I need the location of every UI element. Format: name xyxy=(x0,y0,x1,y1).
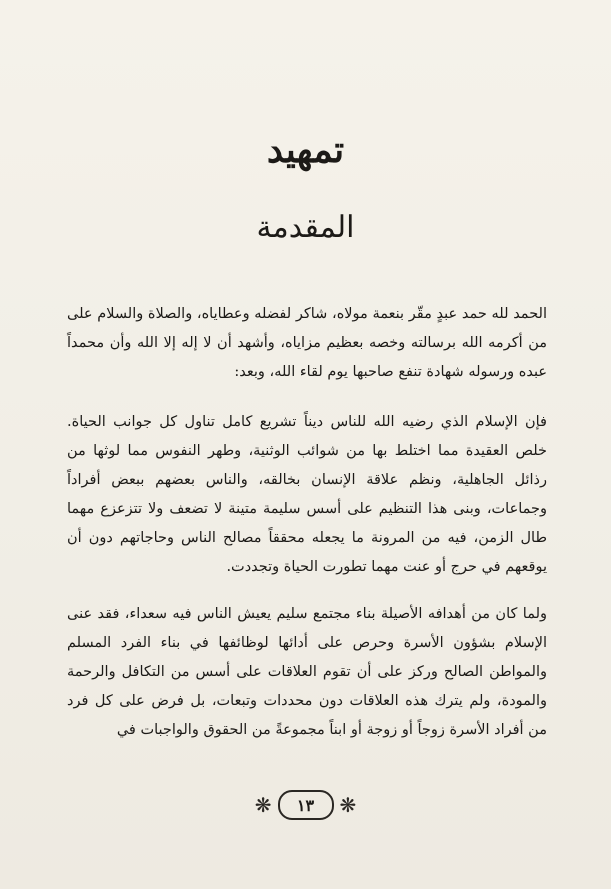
section-title: المقدمة xyxy=(256,210,355,245)
ornament-left-icon: ❋ xyxy=(254,793,272,817)
paragraph-3: ولما كان من أهدافه الأصيلة بناء مجتمع سليم يعيش الناس فيه سعداء، فقد عنى الإسلام بشؤون الأسرة وحرص على أدائها لوظائفها في بناء الفرد المسلم والمواطن الصالح وركز على أن تقوم العلاقات على أسس من التكافل والرحمة والمودة، ولم يترك هذه العلاقات دون محددات وتبعات، بل فرض على كل فرد من أفراد الأسرة زوجاً أو زوجة أو ابناً مجموعةً من الحقوق والواجبات في xyxy=(67,606,547,738)
paragraph-2: فإن الإسلام الذي رضيه الله للناس ديناً تشريع كامل تناول كل جوانب الحياة. خلص العقيدة مما اختلط بها من شوائب الوثنية، وطهر النفوس مما لوثها من رذائل الجاهلية، ونظم علاقة الإنسان بخالقه، والناس بعضهم ببعض أفراداً وجماعات، وبنى هذا التنظيم على أسس سليمة متينة لا تضعف ولا تتزعزع مهما طال الزمن، فيه من المرونة ما يجعله محققاً مصالح الناس وحاجاتهم دون أن يوقعهم في حرج أو عنت مهما تطورت الحياة وتجددت. xyxy=(67,414,547,575)
paragraph-1: الحمد لله حمد عبدٍ مقّر بنعمة مولاه، شاكر لفضله وعطاياه، والصلاة والسلام على من أكرمه الله برسالته وخصه بعظيم مزاياه، وأشهد أن لا إله إلا الله وأن محمداً عبده ورسوله شهادة تنفع صاحبها يوم لقاء الله، وبعد: xyxy=(67,306,547,380)
ornament-right-icon: ❋ xyxy=(339,793,357,817)
page-number-footer xyxy=(0,790,611,820)
page-number: ١٣ xyxy=(278,790,334,820)
chapter-title: تمهيد xyxy=(266,129,345,171)
